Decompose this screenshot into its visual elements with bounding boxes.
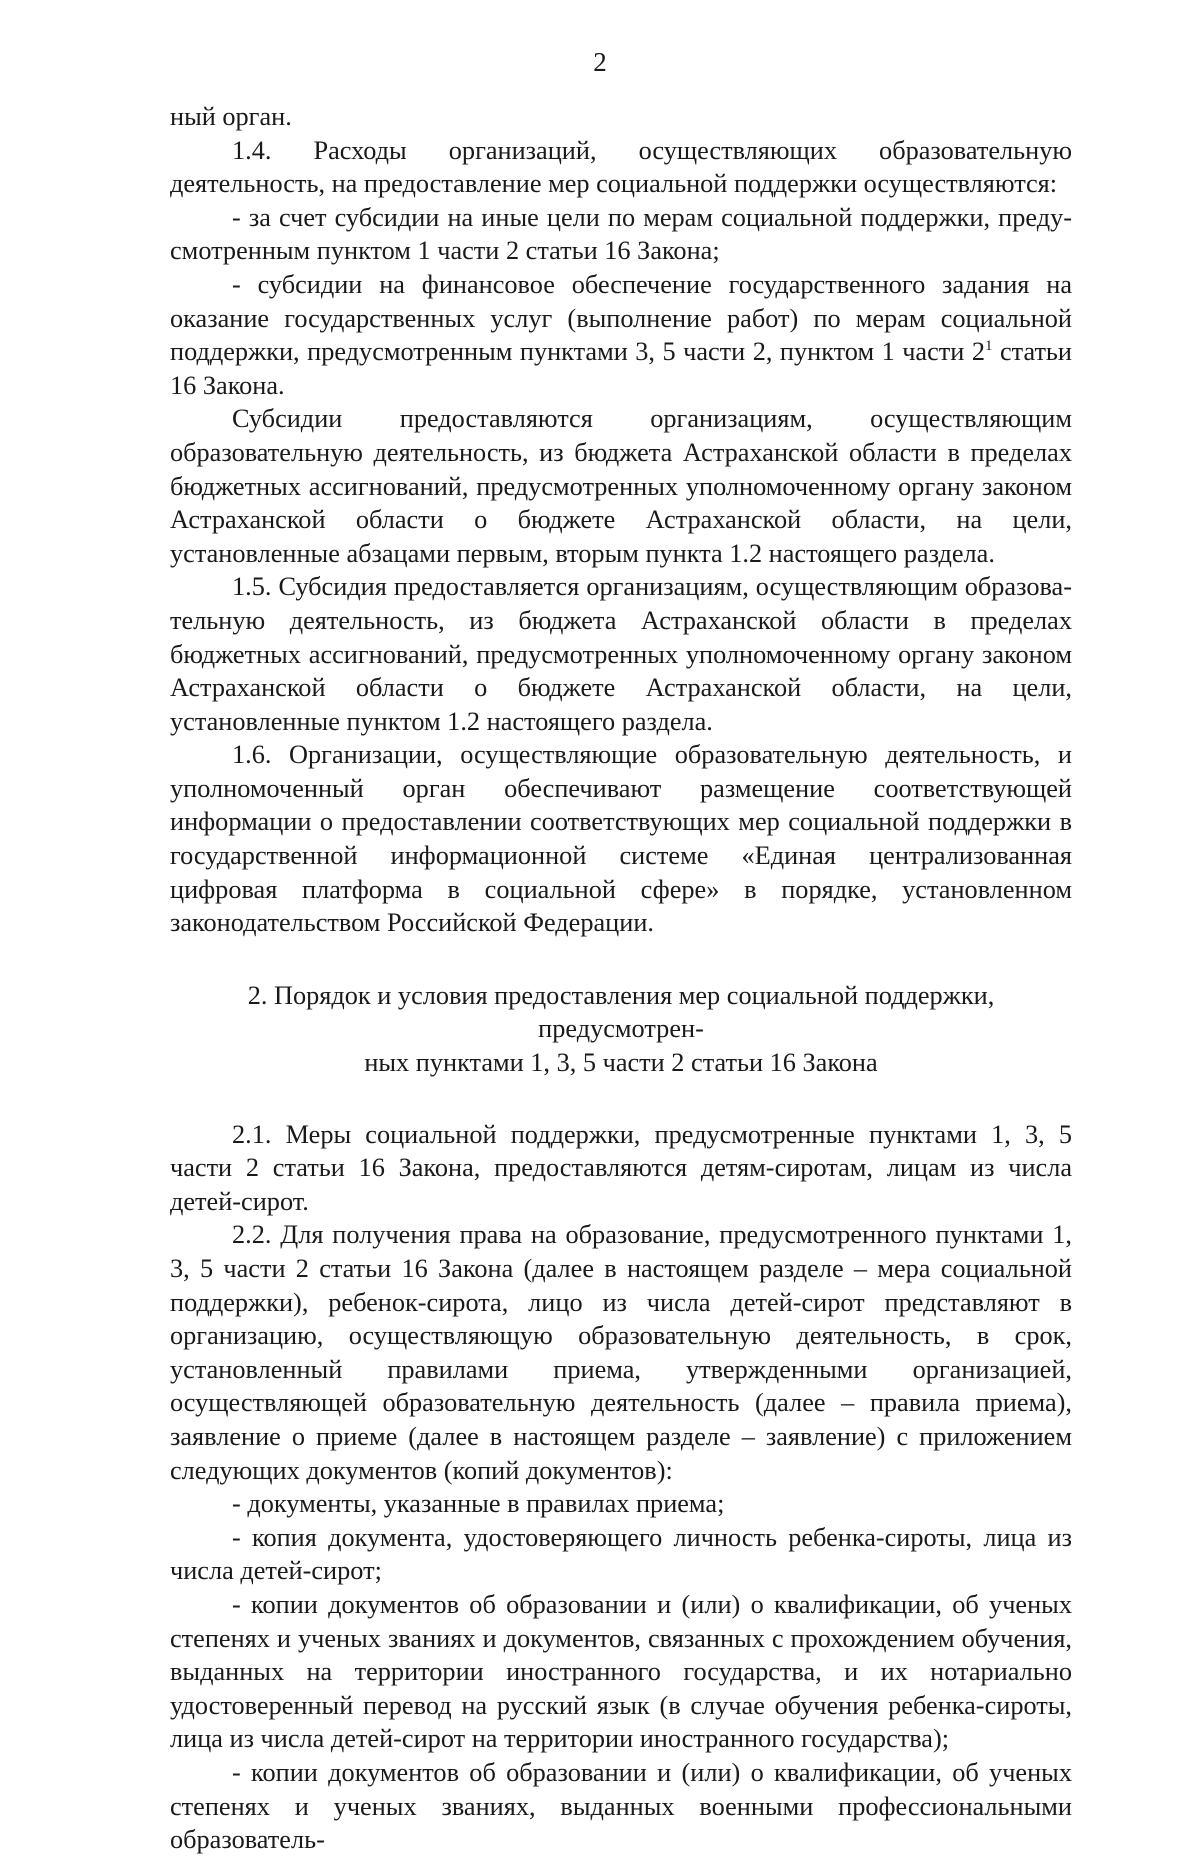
paragraph-1-4: 1.4. Расходы организаций, осуществляющих образовательную деятельность, на предоставление мер социальной поддержки осуществляются: bbox=[170, 135, 1072, 199]
section-2-heading-line-1: 2. Порядок и условия предоставления мер социальной поддержки, предусмотрен- bbox=[247, 980, 995, 1044]
paragraph-subsidies: Субсидии предоставляются организациям, осуществляющим образовательную деятельность, из бюджета Астраханской области в пределах бюджетных ассигнований, предусмотренных уполномоченному органу законом Астраханской области о бюджете Астраханской области, на цели, установленные абзацами первым, вторым пункта 1.2 настоящего раздела. bbox=[170, 404, 1072, 568]
list-item-admission-documents: - документы, указанные в правилах приема; bbox=[232, 1489, 725, 1519]
section-2-heading bbox=[170, 979, 1072, 1080]
page-number: 2 bbox=[593, 47, 607, 77]
paragraph-1-4-bullet-2-text: - субсидии на финансовое обеспечение государственного задания на оказание государственных услуг (выполнение работ) по мерам социальной поддержки, предусмотренным пунктами 3, 5 части 2, пунктом 1 части 2 bbox=[170, 269, 1072, 367]
paragraph-1-4-bullet-2 bbox=[170, 268, 1072, 402]
intro-fragment: ный орган. bbox=[170, 102, 292, 131]
list-item-foreign-education-documents: - копии документов об образовании и (или) о квалификации, об ученых степенях и ученых званиях и документов, связанных с прохождением обучения, выданных на территории иностранного государства, и их нотариально удостоверенный перевод на русский язык (в случае обучения ребенка-сироты, лица из числа детей-сирот на территории иностранного государства); bbox=[170, 1589, 1072, 1754]
superscript-1: 1 bbox=[984, 338, 993, 355]
paragraph-1-4-bullet-2-end: статьи 16 Закона. bbox=[170, 337, 1073, 400]
document-body bbox=[170, 100, 1072, 1857]
paragraph-1-6: 1.6. Организации, осуществляющие образовательную деятельность, и уполномоченный орган обеспечивают размещение соответствующей информации о предоставлении соответствующих мер социальной поддержки в государственной информационной системе «Единая централизованная цифровая платформа в социальной сфере» в порядке, установленном законодательством Российской Федерации. bbox=[170, 740, 1072, 938]
paragraph-1-5: 1.5. Субсидия предоставляется организациям, осуществляющим образовательную деятельность, из бюджета Астраханской области в пределах бюджетных ассигнований, предусмотренных уполномоченному органу законом Астраханской области о бюджете Астраханской области, на цели, установленные пунктом 1.2 настоящего раздела. bbox=[170, 572, 1072, 736]
paragraph-2-2: 2.2. Для получения права на образование, предусмотренного пунктами 1, 3, 5 части 2 статьи 16 Закона (далее в настоящем разделе – мера социальной поддержки), ребенок-сирота, лицо из числа детей-сирот представляют в организацию, осуществляющую образовательную деятельность, в срок, установленный правилами приема, утвержденными организацией, осуществляющей образовательную деятельность (далее – правила приема), заявление о приеме (далее в настоящем разделе – заявление) с приложением следующих документов (копий документов): bbox=[170, 1220, 1072, 1485]
list-item-identity-document: - копия документа, удостоверяющего личность ребенка-сироты, лица из числа детей-сирот; bbox=[170, 1522, 1072, 1586]
list-item-military-education-documents: - копии документов об образовании и (или) о квалификации, об ученых степенях и ученых званиях, выданных военными профессиональными образователь- bbox=[170, 1757, 1072, 1855]
paragraph-1-4-bullet-1: - за счет субсидии на иные цели по мерам социальной поддержки, предусмотренным пунктом 1 части 2 статьи 16 Закона; bbox=[170, 202, 1072, 266]
section-2-heading-line-2: ных пунктами 1, 3, 5 части 2 статьи 16 Закона bbox=[364, 1048, 878, 1078]
paragraph-2-1: 2.1. Меры социальной поддержки, предусмотренные пунктами 1, 3, 5 части 2 статьи 16 Закона, предоставляются детям-сиротам, лицам из числа детей-сирот. bbox=[170, 1119, 1072, 1216]
